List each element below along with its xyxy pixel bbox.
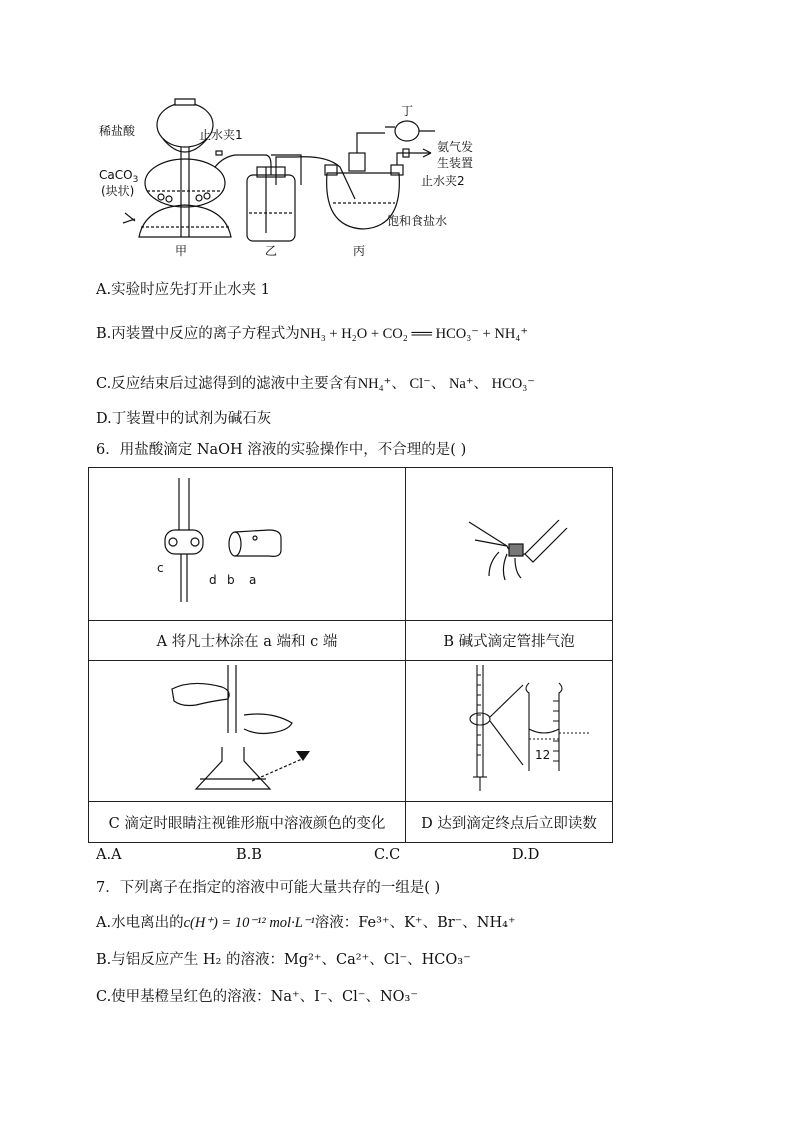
q6-stem: 6．用盐酸滴定 NaOH 溶液的实验操作中，不合理的是( ) [96, 442, 467, 458]
q6-option-c[interactable]: C.C [374, 847, 401, 863]
label-caco3-lumps: (块状) [101, 184, 135, 198]
label-c: c [157, 561, 164, 575]
q6-figure-b-cell [406, 468, 613, 621]
q5-option-d: D.丁装置中的试剂为碱石灰 [96, 411, 272, 427]
titration-hands-figure [162, 661, 332, 797]
q7-option-a-ions: 溶液：Fe³⁺、K⁺、Br⁻、NH₄⁺ [314, 915, 516, 931]
base-burette-bubble-figure [449, 492, 569, 592]
q7-option-c: C.使甲基橙呈红色的溶液：Na⁺、I⁻、Cl⁻、NO₃⁻ [96, 989, 418, 1005]
label-bing: 丙 [353, 244, 366, 258]
q7-stem: 7．下列离子在指定的溶液中可能大量共存的一组是( ) [96, 880, 441, 896]
burette-stopcock-figure [147, 472, 347, 612]
q5-option-c [96, 372, 535, 393]
label-d: d [209, 573, 217, 587]
q7-option-a-text: A.水电离出的 [96, 915, 184, 931]
label-yi: 乙 [265, 244, 278, 258]
label-ding: 丁 [401, 104, 414, 118]
burette-reading-figure [419, 661, 599, 797]
label-ammonia-generator-2: 生装置 [437, 156, 474, 170]
q7-option-a [96, 911, 516, 932]
q6-option-b[interactable]: B.B [236, 847, 262, 863]
label-b: b [227, 573, 235, 587]
q5-option-b-text: B.丙装置中反应的离子方程式为 [96, 326, 300, 342]
q6-caption-c: C 滴定时眼睛注视锥形瓶中溶液颜色的变化 [89, 802, 406, 843]
q6-figure-c-cell [89, 661, 406, 802]
q5-option-b-equation: NH₃ + H₂O + CO₂ ══ HCO₃⁻ + NH₄⁺ [299, 326, 529, 342]
label-brine: 饱和食盐水 [387, 214, 448, 228]
q6-caption-b: B 碱式滴定管排气泡 [406, 621, 613, 661]
q6-figure-d-cell [406, 661, 613, 802]
label-dilute-hcl: 稀盐酸 [99, 124, 136, 138]
eye-icon [296, 751, 310, 761]
q7-option-a-condition: c(H⁺) = 10⁻¹² mol·L⁻¹ [183, 915, 315, 931]
q5-option-c-ions: NH₄⁺、 Cl⁻、 Na⁺、 HCO₃⁻ [357, 376, 535, 392]
q6-caption-d: D 达到滴定终点后立即读数 [406, 802, 613, 843]
q6-option-a[interactable]: A.A [96, 847, 122, 863]
label-a: a [249, 573, 257, 587]
label-jia: 甲 [175, 244, 188, 258]
apparatus-figure [95, 95, 495, 265]
q6-options-table [88, 467, 613, 843]
label-caco3: CaCO$_3$ [99, 168, 139, 185]
burette-reading-12: 12 [535, 748, 551, 762]
q6-figure-a-cell [89, 468, 406, 621]
q5-option-c-text: C.反应结束后过滤得到的滤液中主要含有 [96, 376, 358, 392]
q5-option-a: A.实验时应先打开止水夹 1 [96, 282, 270, 298]
q5-option-b [96, 322, 528, 343]
label-clamp-2: 止水夹2 [421, 174, 465, 188]
label-ammonia-generator-1: 氨气发 [437, 140, 474, 154]
q6-option-d[interactable]: D.D [512, 847, 540, 863]
label-clamp-1: 止水夹1 [199, 128, 243, 142]
q6-caption-a: A 将凡士林涂在 a 端和 c 端 [89, 621, 406, 661]
q7-option-b: B.与铝反应产生 H₂ 的溶液：Mg²⁺、Ca²⁺、Cl⁻、HCO₃⁻ [96, 952, 471, 968]
